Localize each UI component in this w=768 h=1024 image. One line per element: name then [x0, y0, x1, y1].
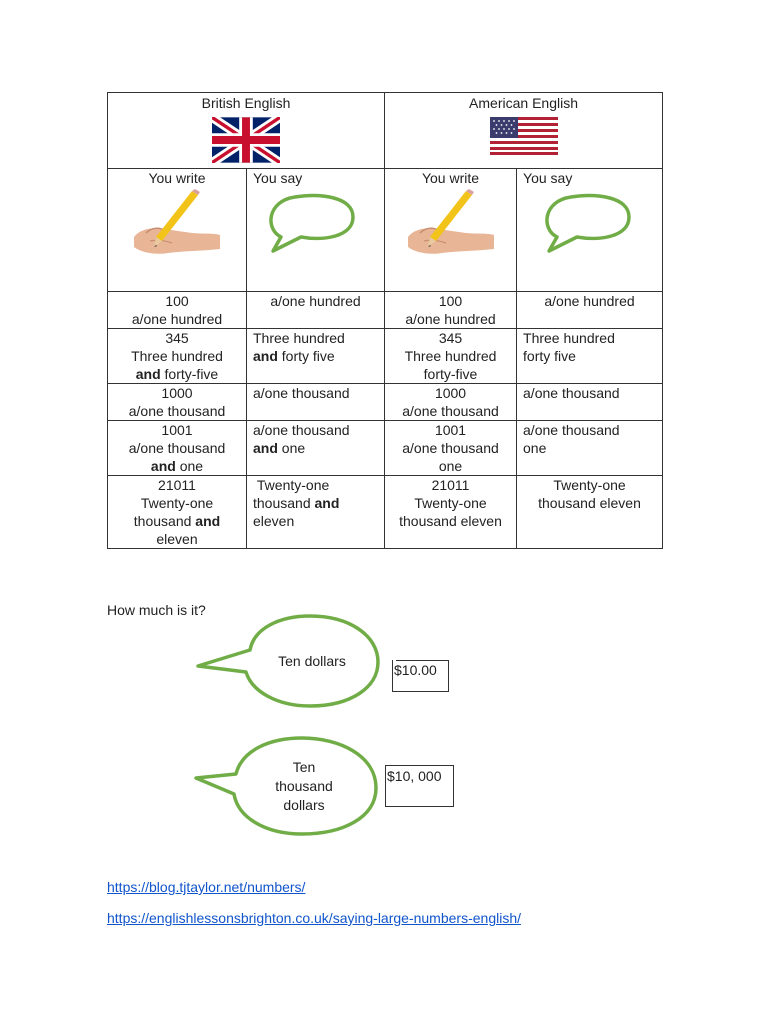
british-you-say-cell — [247, 169, 385, 292]
american-spoken-cell: a/one hundred — [517, 292, 663, 329]
table-row — [108, 476, 663, 549]
price-value: $10, 000 — [387, 768, 442, 784]
language-header-row — [108, 93, 663, 169]
table-row — [108, 292, 663, 329]
british-written-cell: 21011 Twenty-one thousand and eleven — [108, 476, 247, 549]
you-write-label: You write — [148, 170, 206, 186]
british-spoken-cell: Twenty-one thousand and eleven — [247, 476, 385, 549]
table-row — [108, 384, 663, 421]
bubble-text-ten-dollars: Ten dollars — [278, 653, 346, 669]
speech-bubble-icon — [537, 189, 637, 259]
american-written-cell: 1000 a/one thousand — [385, 384, 517, 421]
british-spoken-cell: a/one hundred — [247, 292, 385, 329]
american-you-say-cell — [517, 169, 663, 292]
british-written-cell: 1001 a/one thousand and one — [108, 421, 247, 476]
numbers-table — [107, 92, 663, 549]
table-row — [108, 421, 663, 476]
hand-writing-pencil-icon — [406, 189, 496, 261]
link-blog-tjtaylor[interactable]: https://blog.tjtaylor.net/numbers/ — [107, 879, 306, 895]
us-flag-icon — [490, 117, 558, 155]
american-spoken-cell: a/one thousand one — [517, 421, 663, 476]
you-say-label: You say — [523, 170, 573, 186]
price-value: $10.00 — [394, 662, 437, 678]
british-written-cell: 100 a/one hundred — [108, 292, 247, 329]
american-written-cell: 21011 Twenty-one thousand eleven — [385, 476, 517, 549]
british-spoken-cell: a/one thousand — [247, 384, 385, 421]
british-spoken-cell: a/one thousand and one — [247, 421, 385, 476]
price-box — [385, 765, 454, 807]
american-english-header — [385, 93, 663, 169]
british-english-header — [108, 93, 385, 169]
write-say-row — [108, 169, 663, 292]
price-box — [392, 660, 449, 692]
american-written-cell: 345 Three hundred forty-five — [385, 329, 517, 384]
british-english-label: British English — [201, 95, 291, 111]
american-spoken-cell: Twenty-one thousand eleven — [517, 476, 663, 549]
table-row — [108, 329, 663, 384]
link-englishlessonsbrighton[interactable]: https://englishlessonsbrighton.co.uk/saying-large-numbers-english/ — [107, 910, 521, 926]
you-write-label: You write — [421, 170, 480, 186]
american-written-cell: 100 a/one hundred — [385, 292, 517, 329]
american-you-write-cell — [385, 169, 517, 292]
american-spoken-cell: a/one thousand — [517, 384, 663, 421]
british-written-cell: 1000 a/one thousand — [108, 384, 247, 421]
british-written-cell: 345 Three hundred and forty-five — [108, 329, 247, 384]
american-written-cell: 1001 a/one thousand one — [385, 421, 517, 476]
british-spoken-cell: Three hundred and forty five — [247, 329, 385, 384]
american-spoken-cell: Three hundred forty five — [517, 329, 663, 384]
you-say-label: You say — [253, 170, 303, 186]
bubble-text-ten-thousand-dollars: Ten thousand dollars — [275, 759, 333, 813]
british-you-write-cell — [108, 169, 247, 292]
speech-bubble-icon — [261, 189, 361, 259]
how-much-heading: How much is it? — [107, 602, 206, 618]
american-english-label: American English — [469, 95, 578, 111]
hand-writing-pencil-icon — [132, 189, 222, 261]
uk-flag-icon — [212, 117, 280, 163]
